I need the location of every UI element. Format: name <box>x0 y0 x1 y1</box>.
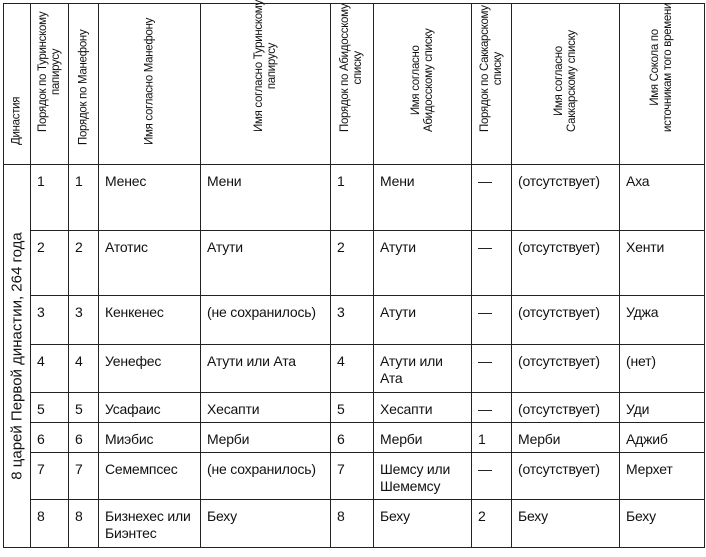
table-row <box>4 296 705 345</box>
table-cell: Бизнехес или Биэнтес <box>99 500 201 548</box>
table-row <box>4 165 705 231</box>
table-cell: — <box>472 345 512 393</box>
table-cell: 6 <box>31 423 69 453</box>
table-cell: (отсутствует) <box>512 453 620 500</box>
table-cell: — <box>472 165 512 231</box>
table-cell: Мени <box>201 165 331 231</box>
table-cell: (нет) <box>620 345 705 393</box>
table-cell: 3 <box>31 296 69 345</box>
table-cell: Аджиб <box>620 423 705 453</box>
table-cell: 8 <box>69 500 99 548</box>
header-horus-name <box>620 4 705 165</box>
table-cell: Беху <box>374 500 472 548</box>
table-cell: 2 <box>331 231 374 296</box>
table-cell: Беху <box>512 500 620 548</box>
table-cell: Мерби <box>201 423 331 453</box>
header-abydos-order <box>331 4 374 165</box>
table-cell: Усафаис <box>99 393 201 423</box>
table-cell: 5 <box>331 393 374 423</box>
header-label: Имя согласно Туринскому папирусу <box>252 0 278 132</box>
header-label: Имя согласно Абидосскому списку <box>409 28 435 132</box>
table-cell: Аха <box>620 165 705 231</box>
header-saqqara-order <box>472 4 512 165</box>
table-cell: Атути <box>374 296 472 345</box>
table-cell: Атотис <box>99 231 201 296</box>
table-row <box>4 231 705 296</box>
table-cell: (не сохранилось) <box>201 453 331 500</box>
table-cell: 4 <box>69 345 99 393</box>
table-cell: — <box>472 296 512 345</box>
table-cell: 8 <box>31 500 69 548</box>
table-cell: Хенти <box>620 231 705 296</box>
table-cell: 7 <box>69 453 99 500</box>
table-cell: — <box>472 393 512 423</box>
header-manetho-name <box>99 4 201 165</box>
table-cell: Мерхет <box>620 453 705 500</box>
dynasty-table <box>3 0 705 548</box>
table-cell: Мерби <box>512 423 620 453</box>
table-cell: Менес <box>99 165 201 231</box>
table-cell: Кенкенес <box>99 296 201 345</box>
table-cell: 1 <box>331 165 374 231</box>
table-cell: 1 <box>69 165 99 231</box>
table-cell: Уджа <box>620 296 705 345</box>
header-manetho-order <box>69 4 99 165</box>
table-cell: Атути или Ата <box>374 345 472 393</box>
table-cell: 8 <box>331 500 374 548</box>
table-cell: 7 <box>331 453 374 500</box>
table-cell: 2 <box>472 500 512 548</box>
table-cell: 5 <box>31 393 69 423</box>
table-cell: Атути или Ата <box>201 345 331 393</box>
table-cell: 3 <box>331 296 374 345</box>
table-cell: 3 <box>69 296 99 345</box>
header-label: Имя согласно Саккарскому списку <box>552 30 578 132</box>
table-cell: Беху <box>620 500 705 548</box>
table-cell: Атути <box>374 231 472 296</box>
table-cell: 6 <box>331 423 374 453</box>
header-label: Имя Сокола по источникам того времени <box>649 2 674 132</box>
table-cell: (отсутствует) <box>512 165 620 231</box>
header-label: Имя согласно Манефону <box>143 17 155 145</box>
header-turin-name <box>201 0 331 165</box>
table-cell: 4 <box>331 345 374 393</box>
table-cell: (отсутствует) <box>512 345 620 393</box>
table-row <box>4 453 705 500</box>
table-cell: Мерби <box>374 423 472 453</box>
table-row <box>4 345 705 393</box>
header-label: Порядок по Манефону <box>77 29 89 145</box>
header-row <box>4 4 705 165</box>
table-cell: — <box>472 453 512 500</box>
table-cell: Хесапти <box>374 393 472 423</box>
header-label: Порядок по Саккарскому списку <box>478 5 504 132</box>
table-cell: Семемпсес <box>99 453 201 500</box>
table-cell: Хесапти <box>201 393 331 423</box>
table-cell: Миэбис <box>99 423 201 453</box>
table-cell: 7 <box>31 453 69 500</box>
table-cell: Мени <box>374 165 472 231</box>
table-cell: Шемсу или Шемемсу <box>374 453 472 500</box>
dynasty-cell <box>4 165 31 548</box>
header-turin-order <box>31 4 69 165</box>
header-label: Порядок по Абидосскому списку <box>339 3 364 132</box>
table-cell: 1 <box>472 423 512 453</box>
table-row <box>4 500 705 548</box>
table-cell: (отсутствует) <box>512 231 620 296</box>
table-cell: — <box>472 231 512 296</box>
table-cell: 2 <box>69 231 99 296</box>
header-dynasty <box>4 4 31 165</box>
header-abydos-name <box>374 4 472 165</box>
table-cell: (не сохранилось) <box>201 296 331 345</box>
table-cell: 2 <box>31 231 69 296</box>
table-cell: Атути <box>201 231 331 296</box>
header-label: Династия <box>10 96 23 145</box>
table-cell: 6 <box>69 423 99 453</box>
header-saqqara-name <box>512 4 620 165</box>
table-cell: 5 <box>69 393 99 423</box>
table-cell: (отсутствует) <box>512 296 620 345</box>
table-cell: Беху <box>201 500 331 548</box>
table-cell: (отсутствует) <box>512 393 620 423</box>
table-cell: 1 <box>31 165 69 231</box>
table-cell: 4 <box>31 345 69 393</box>
header-label: Порядок по Туринскому папирусу <box>36 11 62 132</box>
table-cell: Уенефес <box>99 345 201 393</box>
table-cell: Уди <box>620 393 705 423</box>
dynasty-label: 8 царей Первой династии, 264 года <box>8 232 26 480</box>
table-row <box>4 423 705 453</box>
table-row <box>4 393 705 423</box>
